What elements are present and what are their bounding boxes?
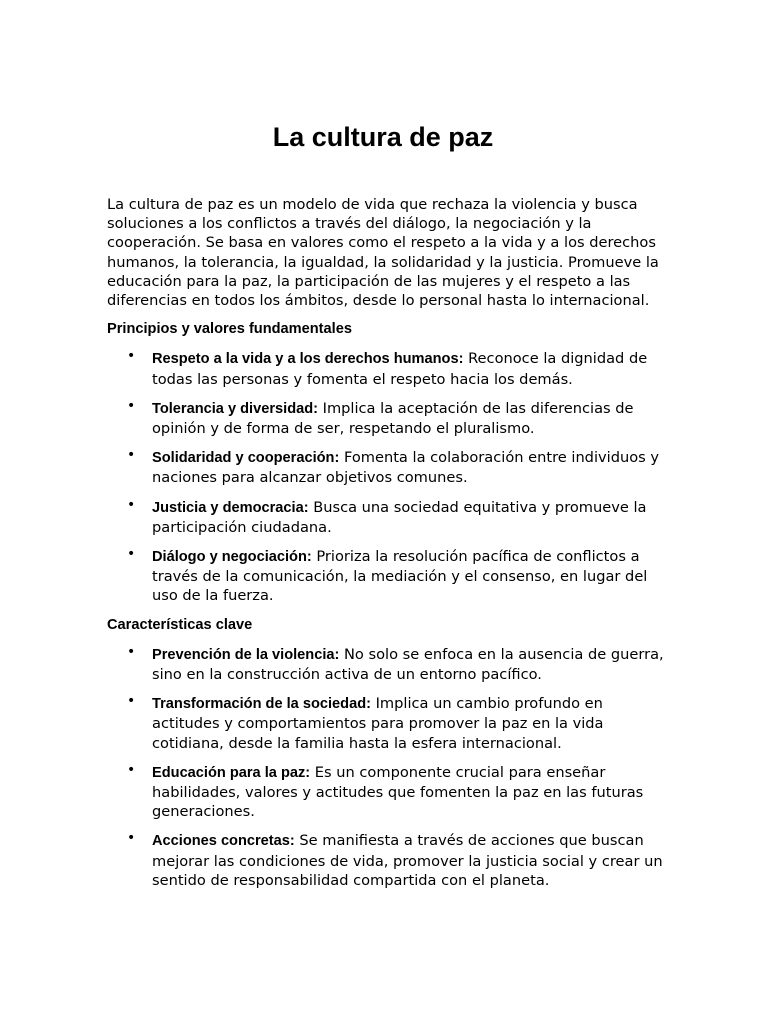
list-item (107, 448, 667, 487)
bullet-icon: • (127, 830, 136, 847)
item-term: Respeto a la vida y a los derechos humanos: (152, 351, 464, 368)
intro-paragraph: La cultura de paz es un modelo de vida que rechaza la violencia y busca soluciones a los conflictos a través del diálogo, la negociación y la cooperación. Se basa en valores como el respeto a la vida y a los derechos humanos, la tolerancia, la igualdad, la solidaridad y la justicia. Promueve la educación para la paz, la participación de las mujeres y el respeto a las diferencias en todos los ámbitos, desde lo personal hasta lo internacional. (107, 196, 659, 310)
bullet-icon: • (127, 397, 136, 414)
list-item (107, 763, 667, 822)
item-term: Justicia y democracia: (152, 499, 309, 516)
bullet-icon: • (127, 546, 136, 563)
item-text: Fomenta la colaboración entre individuos y naciones para alcanzar objetivos comunes. (152, 449, 660, 487)
list-item (107, 547, 667, 606)
item-text: No solo se enfoca en la ausencia de guerra, sino en la construcción activa de un entorno pacífico. (152, 645, 664, 684)
list-item (107, 694, 667, 753)
characteristics-list (107, 645, 667, 890)
document-body (107, 195, 667, 890)
bullet-icon: • (127, 643, 136, 660)
item-term: Acciones concretas: (152, 833, 295, 850)
item-term: Educación para la paz: (152, 764, 311, 781)
item-text: Es un componente crucial para enseñar habilidades, valores y actitudes que fomenten la paz en las futuras generaciones. (152, 763, 644, 821)
list-item (107, 349, 667, 388)
item-text: Busca una sociedad equitativa y promueve la participación ciudadana. (152, 498, 647, 536)
list-item (107, 498, 667, 537)
item-term: Solidaridad y cooperación: (152, 450, 340, 467)
item-text: Implica un cambio profundo en actitudes y comportamientos para promover la paz en la vida cotidiana, desde la familia hasta la esfera internacional. (152, 695, 604, 752)
item-term: Tolerancia y diversidad: (152, 400, 318, 417)
item-text: Implica la aceptación de las diferencias de opinión y de forma de ser, respetando el pluralismo. (152, 399, 634, 438)
bullet-icon: • (127, 761, 136, 778)
item-text: Reconoce la dignidad de todas las personas y fomenta el respeto hacia los demás. (152, 350, 648, 388)
principles-list (107, 349, 667, 605)
bullet-icon: • (127, 348, 136, 365)
document-title: La cultura de paz (272, 122, 494, 152)
item-text: Prioriza la resolución pacífica de conflictos a través de la comunicación, la mediación y el consenso, en lugar del uso de la fuerza. (152, 548, 648, 605)
item-term: Diálogo y negociación: (152, 549, 312, 566)
item-term: Transformación de la sociedad: (152, 696, 371, 713)
section-heading-characteristics: Características clave (107, 616, 253, 633)
bullet-icon: • (127, 496, 136, 513)
section-heading-principles: Principios y valores fundamentales (107, 321, 352, 338)
list-item (107, 645, 667, 684)
item-text: Se manifiesta a través de acciones que buscan mejorar las condiciones de vida, promover la justicia social y crear un sentido de responsabilidad compartida con el planeta. (152, 832, 663, 889)
bullet-icon: • (127, 447, 136, 464)
list-item (107, 399, 667, 438)
bullet-icon: • (127, 693, 136, 710)
item-term: Prevención de la violencia: (152, 646, 340, 663)
list-item (107, 831, 667, 890)
